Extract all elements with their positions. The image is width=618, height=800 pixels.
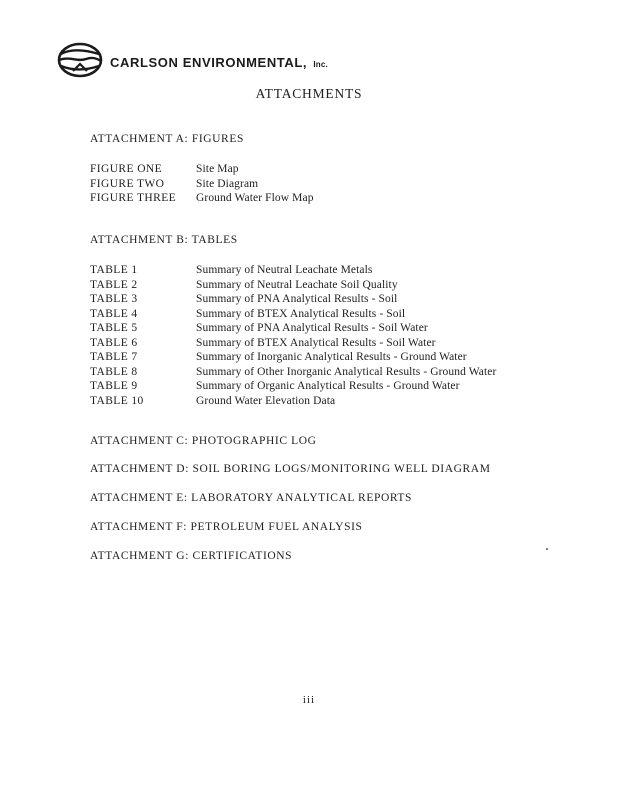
list-item <box>90 278 496 293</box>
scan-speck <box>546 548 548 550</box>
attachment-f-heading: ATTACHMENT F: PETROLEUM FUEL ANALYSIS <box>90 521 363 533</box>
item-description: Summary of BTEX Analytical Results - Soil Water <box>196 336 436 349</box>
item-label: TABLE 1 <box>90 264 138 276</box>
item-description: Ground Water Flow Map <box>196 192 314 204</box>
item-label: FIGURE TWO <box>90 177 165 190</box>
list-item <box>90 321 496 336</box>
list-item <box>90 336 496 351</box>
list-item <box>90 350 496 365</box>
item-description: Summary of Inorganic Analytical Results - Ground Water <box>196 351 467 363</box>
item-label: FIGURE ONE <box>90 163 163 175</box>
item-label: FIGURE THREE <box>90 192 177 204</box>
item-label: TABLE 5 <box>90 322 138 334</box>
item-description: Site Map <box>196 163 239 175</box>
list-item <box>90 263 496 278</box>
list-item <box>90 365 496 380</box>
attachment-a-heading: ATTACHMENT A: FIGURES <box>90 133 244 145</box>
list-item <box>90 177 314 192</box>
item-label: TABLE 2 <box>90 278 138 291</box>
list-item <box>90 162 314 177</box>
item-label: TABLE 3 <box>90 293 138 305</box>
attachment-e-heading: ATTACHMENT E: LABORATORY ANALYTICAL REPORTS <box>90 492 413 504</box>
tables-list <box>90 263 496 408</box>
page-title: ATTACHMENTS <box>255 86 363 101</box>
item-description: Site Diagram <box>196 177 259 190</box>
attachment-g-heading: ATTACHMENT G: CERTIFICATIONS <box>90 550 293 562</box>
list-item <box>90 307 496 322</box>
list-item <box>90 191 314 206</box>
item-description: Summary of Organic Analytical Results - Ground Water <box>196 380 460 392</box>
item-description: Summary of PNA Analytical Results - Soil Water <box>196 322 428 334</box>
attachment-c-heading: ATTACHMENT C: PHOTOGRAPHIC LOG <box>90 435 317 447</box>
item-label: TABLE 10 <box>90 394 144 407</box>
item-description: Summary of Other Inorganic Analytical Results - Ground Water <box>196 365 497 378</box>
item-description: Summary of PNA Analytical Results - Soil <box>196 293 398 305</box>
page-number: iii <box>302 694 316 706</box>
figures-list <box>90 162 314 206</box>
item-description: Summary of Neutral Leachate Metals <box>196 264 373 276</box>
item-description: Ground Water Elevation Data <box>196 394 336 407</box>
carlson-globe-logo-icon <box>56 40 104 80</box>
item-description: Summary of BTEX Analytical Results - Soil <box>196 307 406 320</box>
list-item <box>90 379 496 394</box>
item-label: TABLE 7 <box>90 351 138 363</box>
attachment-d-heading: ATTACHMENT D: SOIL BORING LOGS/MONITORING WELL DIAGRAM <box>90 463 491 475</box>
item-description: Summary of Neutral Leachate Soil Quality <box>196 278 398 291</box>
item-label: TABLE 4 <box>90 307 138 320</box>
item-label: TABLE 6 <box>90 336 138 349</box>
list-item <box>90 292 496 307</box>
company-suffix: Inc. <box>313 59 328 69</box>
company-name <box>110 55 328 70</box>
attachment-b-heading: ATTACHMENT B: TABLES <box>90 234 238 246</box>
list-item <box>90 394 496 409</box>
item-label: TABLE 9 <box>90 380 138 392</box>
letterhead <box>56 40 328 80</box>
item-label: TABLE 8 <box>90 365 138 378</box>
company-name-text: CARLSON ENVIRONMENTAL, <box>110 54 308 70</box>
